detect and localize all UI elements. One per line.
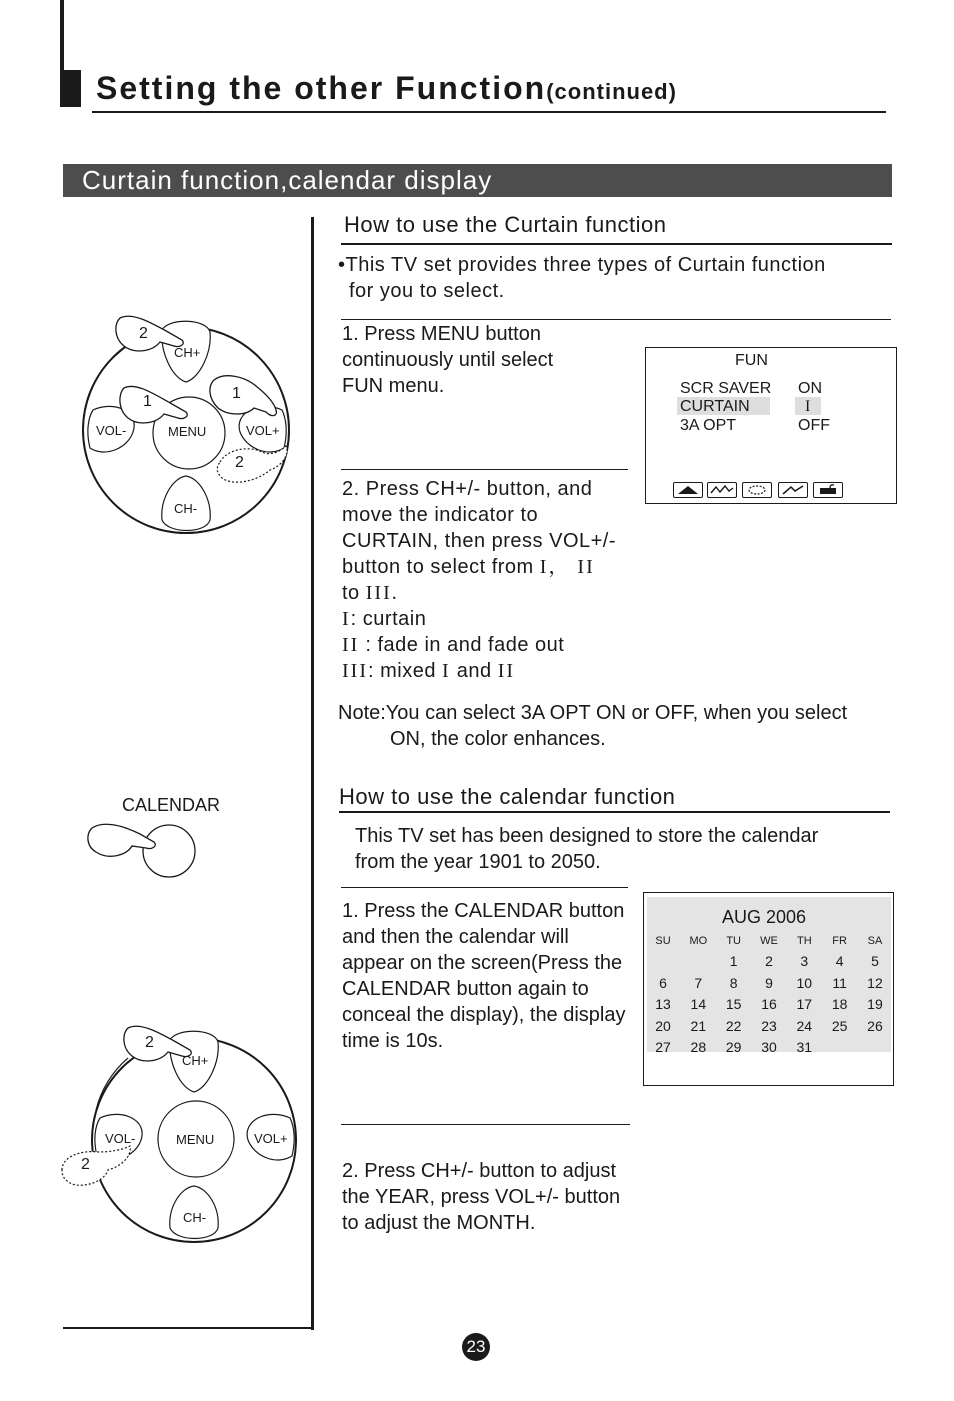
page-title-suffix: (continued)	[546, 79, 677, 104]
calendar-day	[685, 953, 711, 975]
calendar-intro-line: from the year 1901 to 2050.	[355, 851, 601, 873]
calendar-week-row	[647, 996, 891, 1018]
calendar-heading: How to use the calendar function	[339, 784, 676, 809]
curtain-heading-rule	[341, 243, 892, 245]
calendar-day: 15	[725, 996, 742, 1012]
lock-icon	[813, 482, 843, 498]
step-number: 2	[145, 1034, 154, 1051]
bottom-rule	[63, 1327, 314, 1329]
fun-menu-item-label: CURTAIN	[680, 398, 750, 415]
calendar-day: 1	[729, 953, 738, 969]
calendar-day: 20	[655, 1017, 671, 1034]
calendar-week-row	[647, 1039, 891, 1061]
calendar-day: 29	[725, 1039, 742, 1055]
calendar-day: 28	[690, 1039, 707, 1055]
vol-up-button: VOL+	[246, 423, 280, 438]
lock-icon-glyph	[814, 483, 842, 497]
calendar-day: 13	[655, 996, 671, 1012]
vol-down-button: VOL-	[96, 423, 127, 438]
curtain-step1-line: FUN menu.	[342, 375, 445, 397]
calendar-day: 16	[761, 996, 777, 1012]
fun-menu-item-value: ON	[798, 380, 822, 397]
calendar-day: 11	[832, 974, 847, 991]
calendar-day: 18	[831, 996, 848, 1012]
calendar-day: 14	[690, 996, 707, 1012]
calendar-week-row	[647, 953, 891, 975]
curtain-def-2	[342, 632, 616, 658]
step-number: 2	[235, 454, 244, 471]
curtain-def-1	[342, 606, 616, 632]
curtain-def-3	[342, 658, 616, 684]
ch-down-button: CH-	[174, 501, 198, 516]
curtain-step1-line: continuously until select	[342, 349, 554, 371]
curtain-step2-line: move the indicator to	[342, 504, 539, 526]
sound-icon-glyph	[708, 483, 736, 497]
weekday-label: FR	[832, 935, 847, 947]
calendar-day	[862, 1039, 888, 1061]
calendar-day: 5	[871, 953, 879, 969]
weekday-label: TH	[796, 935, 812, 947]
ch-down-button: CH-	[183, 1210, 207, 1225]
calendar-button-diagram	[85, 815, 205, 885]
calendar-day: 7	[694, 974, 703, 991]
curtain-step1-line: 1. Press MENU button	[342, 323, 541, 345]
calendar-day: 9	[765, 974, 773, 991]
vol-down-button: VOL-	[105, 1131, 136, 1146]
column-divider	[311, 217, 314, 1330]
vol-up-button: VOL+	[254, 1131, 288, 1146]
calendar-step1-line: 1. Press the CALENDAR button	[342, 900, 625, 922]
calendar-weekday-row	[647, 935, 891, 947]
calendar-button-label: CALENDAR	[122, 795, 221, 815]
curtain-def-3-a: I	[442, 660, 451, 682]
fun-menu-title: FUN	[735, 352, 768, 369]
step-number: 1	[143, 393, 152, 410]
calendar-step1-line: time is 10s.	[342, 1030, 444, 1052]
calendar-grid	[647, 935, 891, 1061]
calendar-day	[650, 953, 676, 975]
page-title	[96, 70, 677, 107]
calendar-weeks	[647, 953, 891, 1061]
curtain-def-3-text: : mixed	[367, 660, 436, 682]
ch-up-button: CH+	[182, 1053, 209, 1068]
curtain-intro-line2: for you to select.	[349, 280, 505, 302]
step-number: 2	[139, 325, 148, 342]
calendar-day: 31	[796, 1039, 813, 1055]
curtain-step2-line: 2. Press CH+/- button, and	[342, 478, 593, 500]
curtain-step2-selection: I， II	[539, 556, 595, 578]
fun-menu-item-value: I	[805, 398, 813, 415]
calendar-step1	[342, 898, 626, 1054]
header-left-bar	[60, 0, 64, 70]
calendar-step1-line: and then the calendar will	[342, 926, 569, 948]
calendar-day: 30	[761, 1039, 777, 1055]
calendar-day: 10	[796, 974, 813, 991]
calendar-day: 27	[655, 1039, 671, 1055]
calendar-day: 22	[725, 1017, 742, 1034]
setup-icon	[742, 482, 772, 498]
calendar-day: 25	[831, 1017, 848, 1034]
weekday-label: SA	[867, 935, 883, 947]
curtain-step2	[342, 476, 616, 684]
curtain-heading: How to use the Curtain function	[344, 212, 667, 237]
calendar-step2-line: 2. Press CH+/- button to adjust	[342, 1160, 617, 1182]
curtain-step2-to: to	[342, 582, 360, 604]
curtain-intro-rule	[341, 319, 891, 320]
calendar-week-row	[647, 1018, 891, 1040]
function-icon	[778, 482, 808, 498]
function-icon-glyph	[779, 483, 807, 497]
calendar-step1-rule	[341, 887, 628, 888]
calendar-day	[827, 1039, 853, 1061]
curtain-step2-line	[342, 580, 616, 606]
curtain-intro-line1: •This TV set provides three types of Curtain function	[338, 254, 826, 276]
curtain-note-line1: Note:You can select 3A OPT ON or OFF, when you select	[338, 702, 848, 724]
picture-icon-glyph	[674, 483, 702, 497]
curtain-def-1-text: : curtain	[350, 608, 427, 630]
curtain-step2-rule	[341, 469, 628, 470]
curtain-note-line2: ON, the color enhances.	[390, 728, 606, 750]
weekday-label: MO	[689, 935, 708, 947]
menu-button: MENU	[176, 1132, 215, 1147]
section-title: Curtain function,calendar display	[82, 165, 493, 195]
calendar-day: 6	[659, 974, 667, 991]
calendar-day: 23	[761, 1017, 777, 1034]
calendar-intro-line: This TV set has been designed to store the calendar	[355, 825, 819, 847]
calendar-step2-line: to adjust the MONTH.	[342, 1212, 536, 1234]
curtain-step2-to-value: III.	[365, 582, 399, 604]
calendar-day: 3	[800, 953, 809, 969]
curtain-step2-line: CURTAIN, then press VOL+/-	[342, 530, 617, 552]
calendar-day: 21	[690, 1017, 707, 1034]
picture-icon	[673, 482, 703, 498]
calendar-day: 17	[796, 996, 813, 1012]
step-number: 1	[232, 385, 241, 402]
sound-icon	[707, 482, 737, 498]
calendar-step1-line: CALENDAR button again to	[342, 978, 589, 1000]
page-number: 23	[462, 1333, 490, 1361]
calendar-day: 26	[867, 1017, 883, 1034]
curtain-step2-line4: button to select from	[342, 556, 534, 578]
calendar-day: 19	[867, 996, 883, 1012]
calendar-step1-line: conceal the display), the display	[342, 1004, 626, 1026]
header-left-block	[60, 70, 81, 107]
calendar-intro	[355, 823, 818, 875]
weekday-label: WE	[760, 935, 778, 947]
fun-menu-item-value: OFF	[798, 417, 830, 434]
calendar-day: 24	[796, 1017, 813, 1034]
calendar-week-row	[647, 975, 891, 997]
calendar-day: 12	[867, 974, 883, 991]
calendar-step2	[342, 1158, 620, 1236]
curtain-def-2-symbol: II	[342, 634, 360, 656]
step-number: 2	[81, 1156, 90, 1173]
curtain-step2-line	[342, 554, 616, 580]
weekday-label: TU	[726, 935, 741, 947]
fun-menu-item-label: SCR SAVER	[680, 380, 772, 397]
calendar-day: 8	[729, 974, 738, 991]
curtain-def-3-and: and	[456, 660, 492, 682]
calendar-heading-rule	[339, 811, 890, 813]
curtain-step1	[342, 321, 553, 399]
calendar-step2-line: the YEAR, press VOL+/- button	[342, 1186, 621, 1208]
curtain-def-2-text: : fade in and fade out	[359, 634, 565, 656]
page-title-main: Setting the other Function	[96, 70, 547, 106]
calendar-step2-rule	[341, 1124, 630, 1125]
setup-icon-glyph	[743, 483, 771, 497]
curtain-def-3-b: II	[497, 660, 516, 682]
menu-button: MENU	[168, 424, 207, 439]
calendar-day: 2	[765, 953, 773, 969]
ch-up-button: CH+	[174, 345, 201, 360]
curtain-def-3-symbol: III	[342, 660, 368, 682]
title-rule	[92, 111, 886, 113]
fun-menu-item-label: 3A OPT	[680, 417, 737, 434]
calendar-step1-line: appear on the screen(Press the	[342, 952, 623, 974]
calendar-day: 4	[835, 953, 844, 969]
curtain-def-1-symbol: I	[342, 608, 351, 630]
weekday-label: SU	[655, 935, 671, 947]
calendar-month: AUG 2006	[722, 907, 807, 927]
